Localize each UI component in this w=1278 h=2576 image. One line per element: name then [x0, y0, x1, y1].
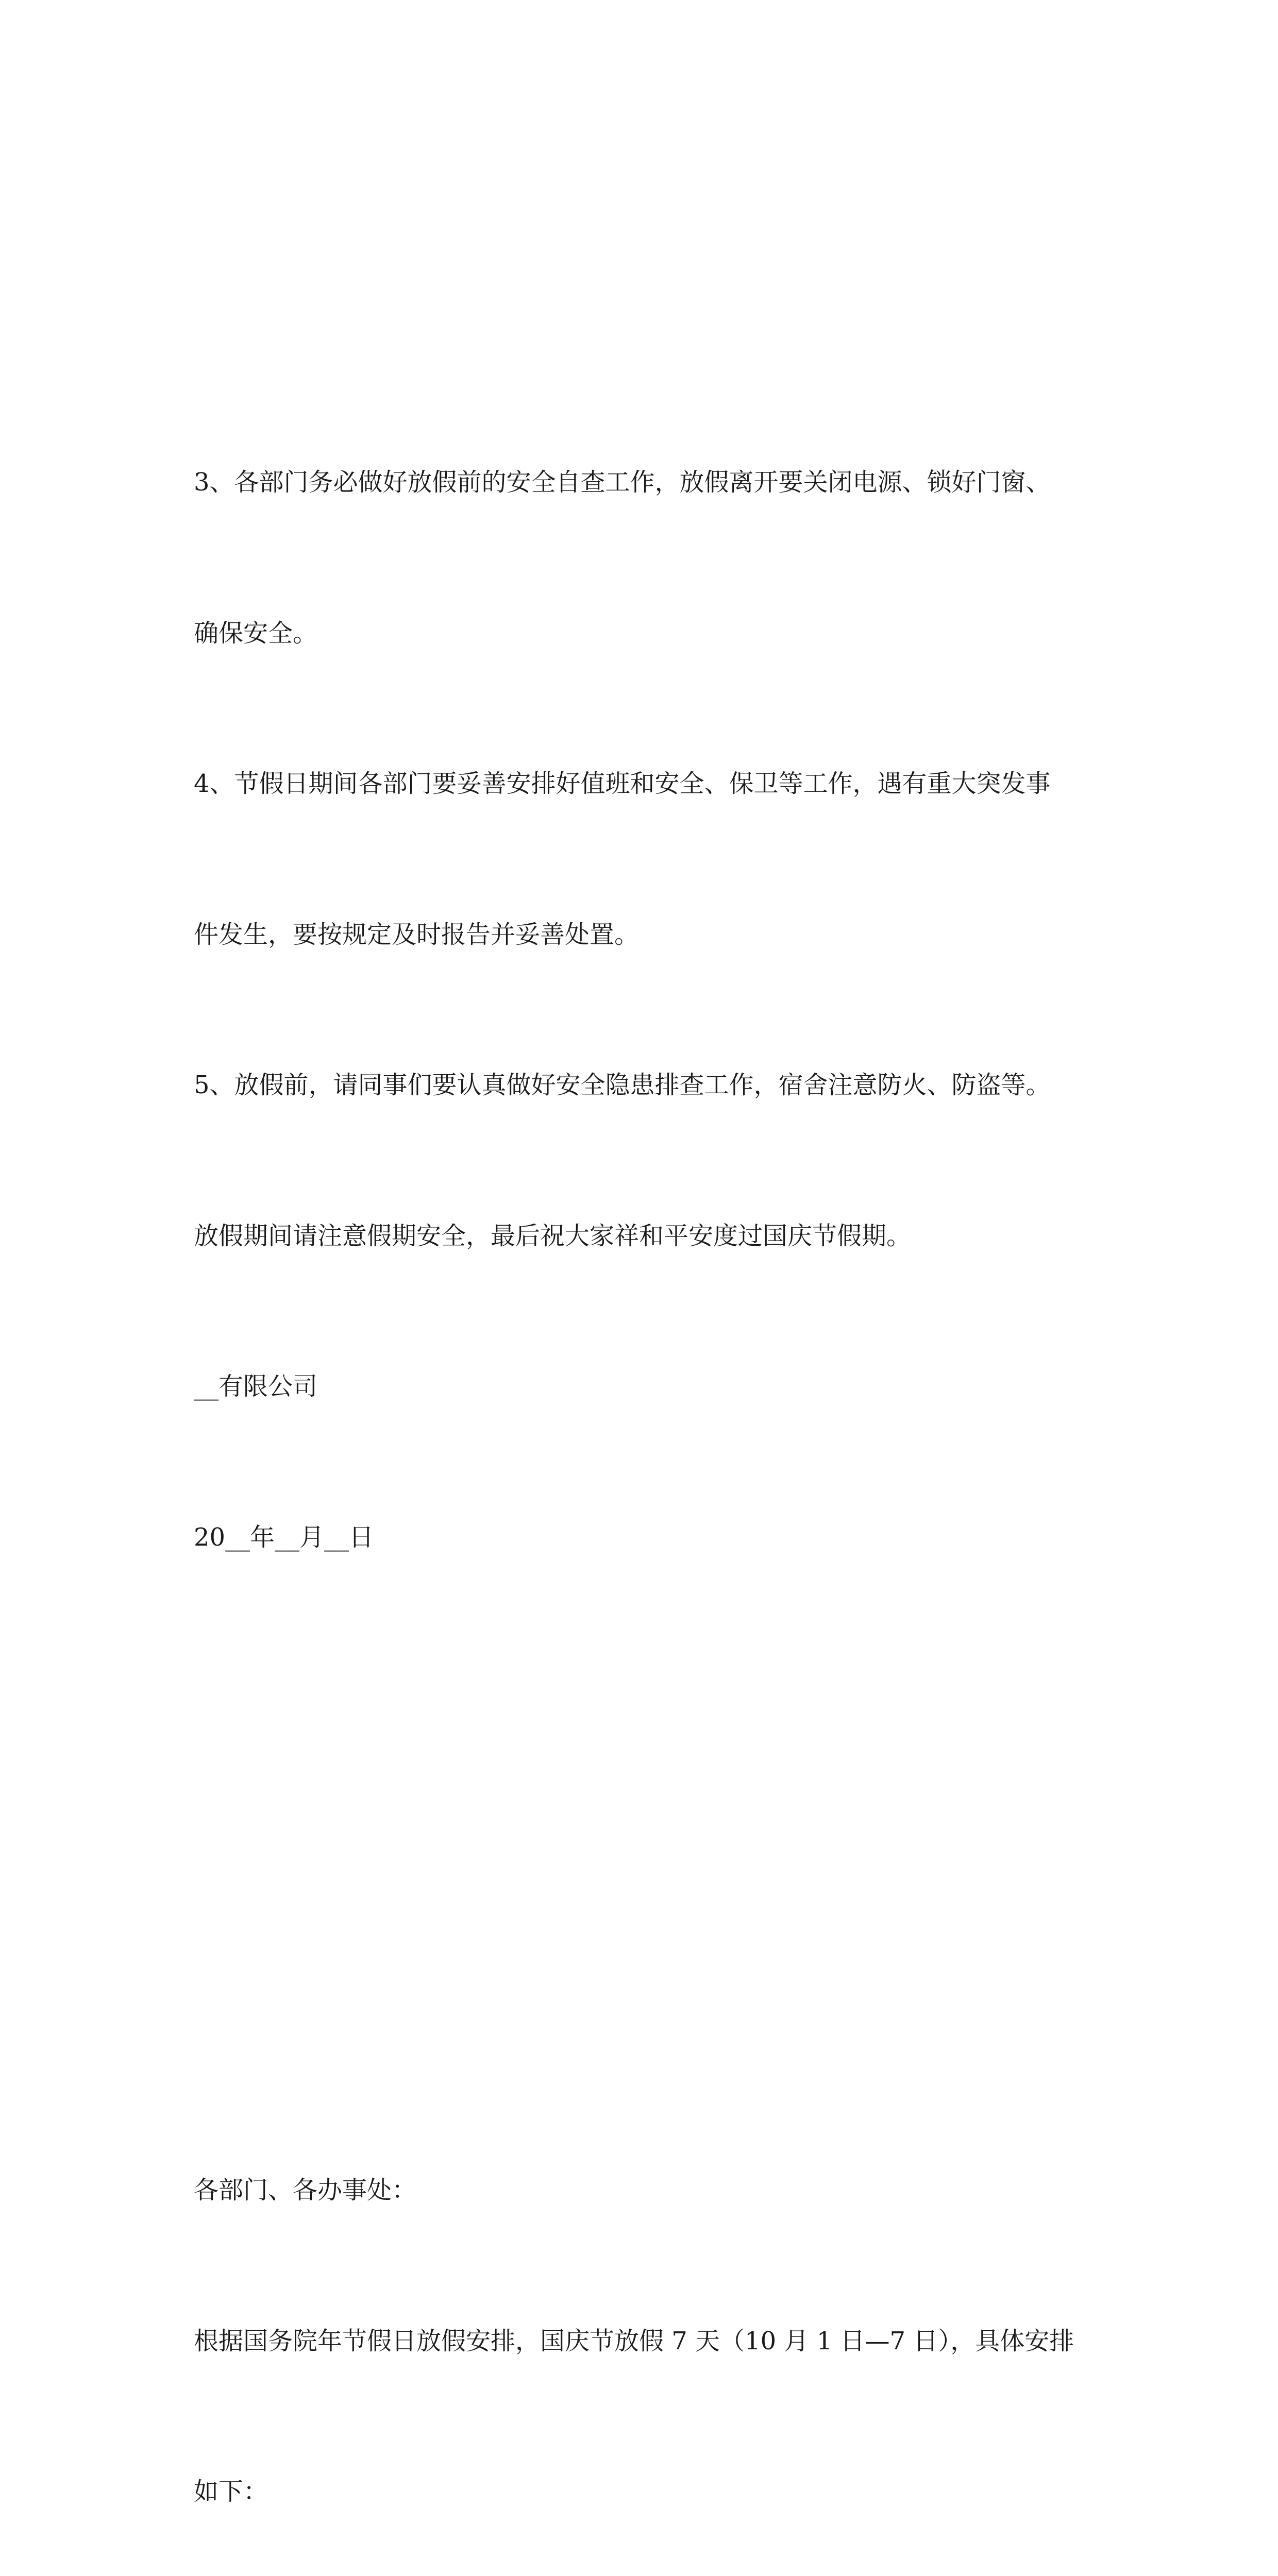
item-4-line-1: 4、节假日期间各部门要妥善安排好值班和安全、保卫等工作，遇有重大突发事	[194, 769, 1051, 798]
salutation: 各部门、各办事处：	[194, 2176, 417, 2205]
intro-line-2: 如下：	[194, 2477, 268, 2506]
item-3-line-1: 3、各部门务必做好放假前的安全自查工作，放假离开要关闭电源、锁好门窗、	[194, 468, 1051, 497]
date-signature: 20__年__月__日	[194, 1522, 374, 1552]
notice-section-1	[194, 357, 1090, 1663]
section-gap	[194, 1814, 1090, 1865]
item-5-line-1: 5、放假前，请同事们要认真做好安全隐患排查工作，宿舍注意防火、防盗等。	[194, 1071, 1051, 1099]
closing-line: 放假期间请注意假期安全，最后祝大家祥和平安度过国庆节假期。	[194, 1221, 912, 1250]
document-body	[194, 156, 1090, 2576]
intro-line-1: 根据国务院年节假日放假安排，国庆节放假 7 天（10 月 1 日—7 日），具体安排	[194, 2326, 1074, 2355]
item-3-line-2: 确保安全。	[194, 618, 318, 648]
company-signature: __有限公司	[194, 1372, 318, 1401]
item-4-line-2: 件发生，要按规定及时报告并妥善处置。	[194, 920, 640, 949]
notice-section-2	[194, 2065, 1090, 2576]
